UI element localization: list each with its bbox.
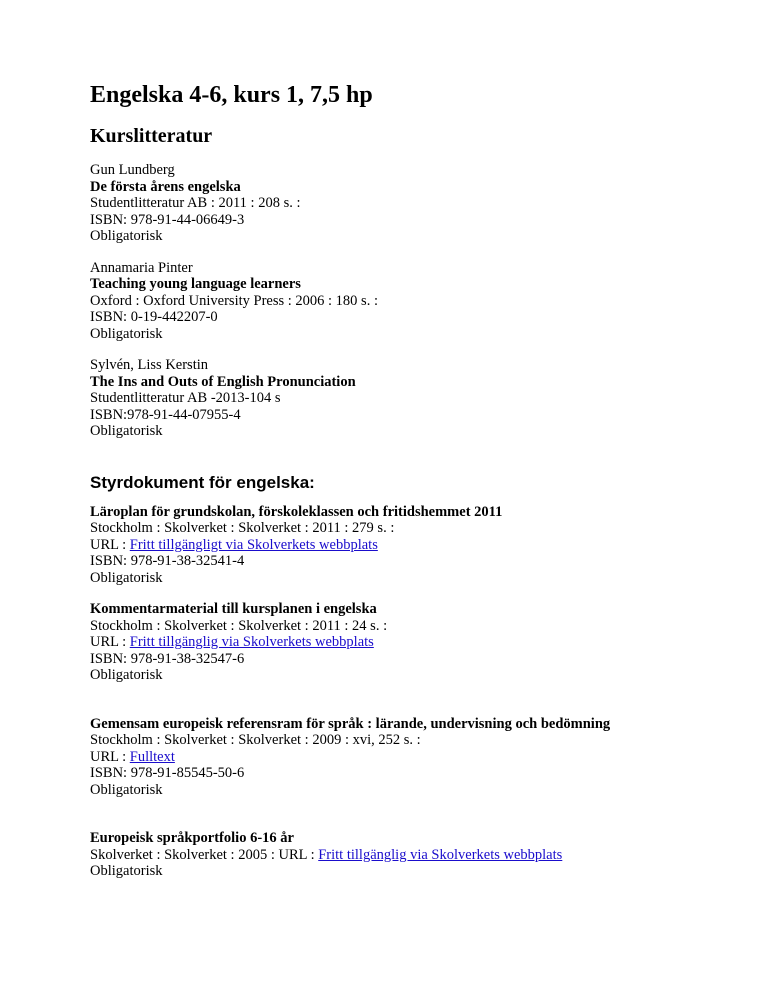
entry-title: Läroplan för grundskolan, förskoleklassen och fritidshemmet 2011 [90,503,503,520]
entry-publisher: Stockholm : Skolverket : Skolverket : 2011 : 24 s. : [90,617,388,634]
entry-author: Annamaria Pinter [90,259,193,276]
entry-publisher-url-line [90,847,730,864]
literature-entry [90,357,730,440]
entry-url-link[interactable]: Fritt tillgänglig via Skolverkets webbplats [318,846,563,863]
entry-url-prefix: URL : [90,634,130,650]
entry-title: Europeisk språkportfolio 6-16 år [90,830,294,846]
entry-isbn: ISBN: 978-91-44-06649-3 [90,211,245,228]
entry-publisher: Skolverket : Skolverket : 2005 : URL : [90,846,319,863]
entry-publisher: Oxford : Oxford University Press : 2006 : 180 s. : [90,292,378,309]
section-heading-kurslitteratur: Kurslitteratur [90,125,213,147]
entry-url-link[interactable]: Fulltext [129,748,175,765]
literature-entry [90,260,730,343]
entry-title: The Ins and Outs of English Pronunciation [90,373,356,390]
document-entry [90,601,730,684]
entry-title: Teaching young language learners [90,276,301,292]
section-heading-styrdokument: Styrdokument för engelska: [90,472,315,492]
entry-isbn: ISBN: 978-91-38-32547-6 [90,650,245,667]
entry-url-prefix: URL : [90,748,130,765]
document-entry [90,716,730,799]
entry-isbn: ISBN: 0-19-442207-0 [90,309,218,325]
entry-url-prefix: URL : [90,536,130,553]
entry-url-line [90,749,730,766]
entry-url-link[interactable]: Fritt tillgänglig via Skolverkets webbplats [129,634,374,650]
entry-isbn: ISBN:978-91-44-07955-4 [90,406,241,423]
entry-url-line [90,634,730,651]
entry-publisher: Stockholm : Skolverket : Skolverket : 2011 : 279 s. : [90,520,395,536]
entry-publisher: Studentlitteratur AB : 2011 : 208 s. : [90,195,301,211]
entry-status: Obligatorisk [90,863,163,879]
entry-author: Sylvén, Liss Kerstin [90,357,209,373]
entry-title: De första årens engelska [90,178,241,195]
entry-status: Obligatorisk [90,781,163,798]
entry-title: Gemensam europeisk referensram för språk : lärande, undervisning och bedömning [90,715,611,732]
entry-status: Obligatorisk [90,325,163,342]
document-entry [90,830,730,880]
entry-isbn: ISBN: 978-91-85545-50-6 [90,765,245,781]
entry-author: Gun Lundberg [90,162,175,178]
entry-url-link[interactable]: Fritt tillgängligt via Skolverkets webbplats [129,536,378,553]
entry-publisher: Studentlitteratur AB -2013-104 s [90,390,281,406]
entry-publisher: Stockholm : Skolverket : Skolverket : 2009 : xvi, 252 s. : [90,732,421,748]
entry-status: Obligatorisk [90,667,163,683]
page-title: Engelska 4-6, kurs 1, 7,5 hp [90,82,373,108]
entry-url-line [90,537,730,554]
entry-status: Obligatorisk [90,228,163,244]
entry-status: Obligatorisk [90,423,163,439]
document-page [90,80,730,880]
literature-entry [90,162,730,245]
entry-title: Kommentarmaterial till kursplanen i engelska [90,601,377,617]
entry-status: Obligatorisk [90,569,163,586]
entry-isbn: ISBN: 978-91-38-32541-4 [90,553,245,569]
document-entry [90,504,730,587]
